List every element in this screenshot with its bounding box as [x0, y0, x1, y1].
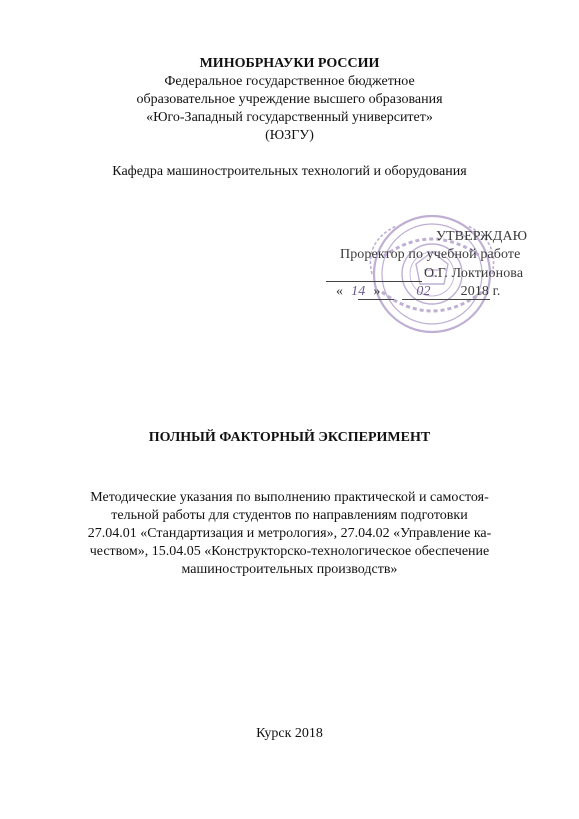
- institution-line-1: Федеральное государственное бюджетное: [164, 74, 415, 89]
- approval-year: 2018 г.: [460, 284, 501, 299]
- annotation-line-5: машиностроительных производств»: [181, 562, 398, 577]
- approval-month: 02: [416, 284, 431, 299]
- document-annotation: [0, 489, 579, 579]
- document-title: ПОЛНЫЙ ФАКТОРНЫЙ ЭКСПЕРИМЕНТ: [148, 430, 431, 445]
- approval-day: 14: [351, 284, 366, 299]
- approval-block: [320, 212, 576, 342]
- department-name: Кафедра машиностроительных технологий и оборудования: [112, 164, 467, 179]
- annotation-line-4: чеством», 15.04.05 «Конструкторско-технологическое обеспечение: [89, 544, 490, 559]
- ministry-name: МИНОБРНАУКИ РОССИИ: [199, 56, 380, 71]
- approval-date: [336, 283, 501, 301]
- institution-abbreviation: (ЮЗГУ): [265, 128, 314, 143]
- city-year: Курск 2018: [256, 726, 323, 741]
- institution-line-3: «Юго-Западный государственный университет»: [146, 110, 433, 125]
- annotation-line-1: Методические указания по выполнению практической и самостоя-: [90, 490, 489, 505]
- annotation-line-3: 27.04.01 «Стандартизация и метрология», 27.04.02 «Управление ка-: [87, 526, 492, 541]
- date-quote-open: «: [336, 284, 344, 299]
- institution-line-2: образовательное учреждение высшего образования: [136, 92, 443, 107]
- approver-role: Проректор по учебной работе: [340, 247, 521, 262]
- approver-name: О.Г. Локтионова: [424, 266, 524, 281]
- signature-line: [326, 281, 422, 282]
- approval-title: УТВЕРЖДАЮ: [436, 229, 528, 244]
- date-quote-close: »: [373, 284, 381, 299]
- institution-header: [0, 55, 579, 145]
- annotation-line-2: тельной работы для студентов по направлениям подготовки: [111, 508, 468, 523]
